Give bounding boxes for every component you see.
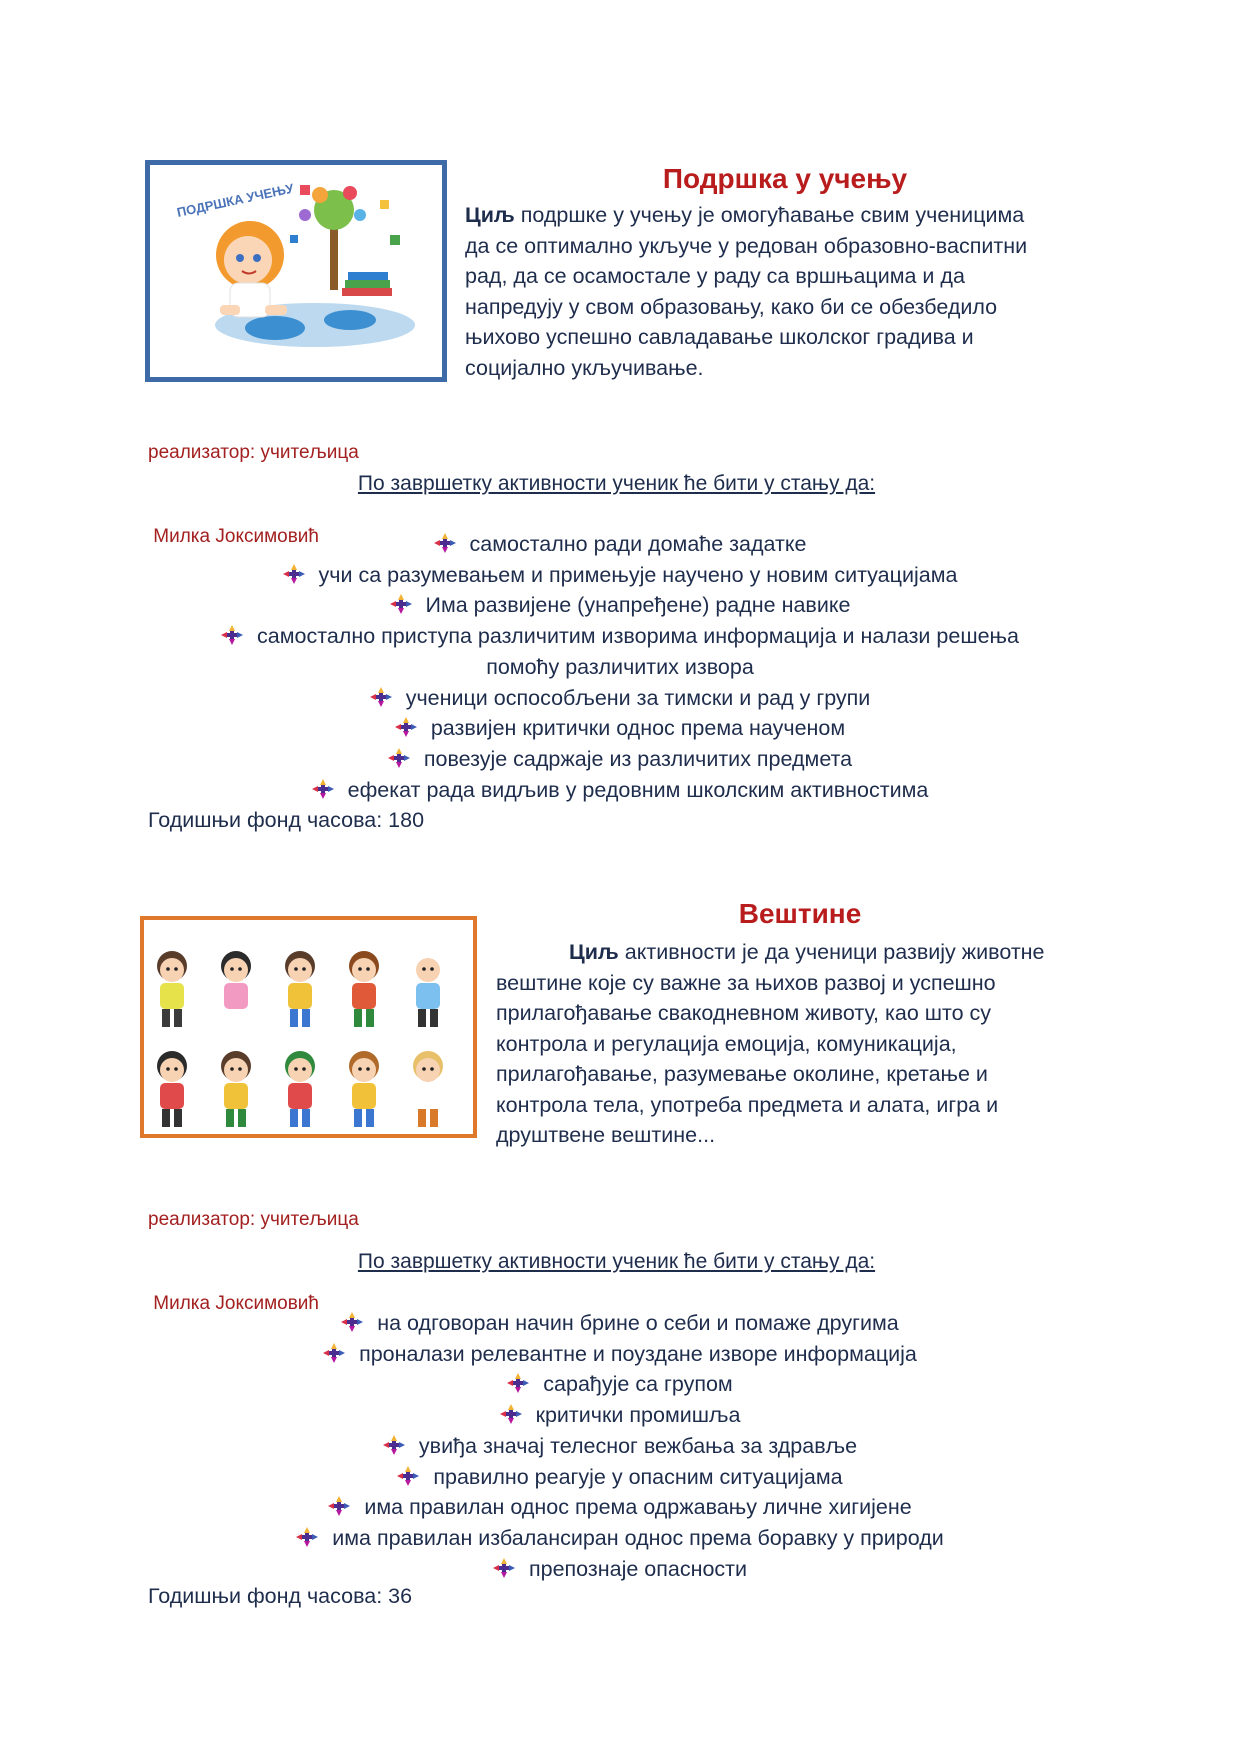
arrow-bullet-icon [370,685,392,705]
list-item: ефекат рада видљив у редовним школским активностима [150,775,1090,806]
child-figure [413,1051,443,1127]
goal-line: да се оптимално укључе у редован образовно-васпитни [465,233,1028,258]
list-item: увиђа значај телесног вежбања за здравље [150,1431,1090,1462]
arrow-bullet-icon [296,1525,318,1545]
children-activities-illustration [144,920,473,1134]
arrow-bullet-icon [395,715,417,735]
section2-title: Вештине [738,898,862,929]
arrow-bullet-icon [312,777,334,797]
list-item-continuation: помоћу различитих извора [486,654,754,679]
goal-line: друштвене вештине... [496,1123,716,1147]
arrow-bullet-icon [323,1341,345,1361]
list-item: има правилан однос према одржавању личне хигијене [150,1492,1090,1523]
arrow-bullet-icon [388,746,410,766]
list-item: ученици оспособљени за тимски и рад у групи [150,683,1090,714]
list-item: повезује садржаје из различитих предмета [150,744,1090,775]
goal-lead: Циљ [569,940,619,964]
child-figure [157,951,187,1027]
goal-line: њихово успешно савладавање школског градива и [465,325,974,349]
list-item: Има развијене (унапређене) радне навике [150,590,1090,621]
support-learning-illustration [145,160,447,382]
section2-outcomes-list [150,1308,1090,1584]
section2-annual-hours: Годишњи фонд часова: 36 [148,1584,413,1608]
goal-line: контрола и регулација емоција, комуникација, [496,1031,957,1056]
arrow-bullet-icon [507,1371,529,1391]
list-item: сарађује са групом [150,1369,1090,1400]
arrow-bullet-icon [221,623,243,643]
author-role: реализатор: учитељица [148,442,359,463]
list-item: самостално приступа различитим изворима информација и налази решења [150,621,1090,652]
child-figure [157,1051,187,1127]
section1-outcomes-list [150,529,1090,805]
section1-outcomes-heading: По завршетку активности ученик ће бити у стању да: [357,472,876,495]
goal-line: социјално укључивање. [465,355,704,380]
section1-goal-paragraph [465,200,1085,383]
section2-goal-paragraph [496,937,1096,1151]
arrow-bullet-icon [328,1494,350,1514]
child-figure [349,951,379,1027]
goal-line: контрола тела, употреба предмета и алата, игра и [496,1092,999,1117]
list-item: развијен критички однос према наученом [150,713,1090,744]
list-item: учи са разумевањем и примењује научено у новим ситуацијама [150,560,1090,591]
arrow-bullet-icon [383,1433,405,1453]
arrow-bullet-icon [434,531,456,551]
arrow-bullet-icon [493,1556,515,1576]
goal-line: прилагођавање, разумевање околине, кретање и [496,1062,988,1086]
goal-line: прилагођавање свакодневном животу, као што су [496,1001,992,1025]
author-role: реализатор: учитељица [148,1209,359,1230]
arrow-bullet-icon [341,1310,363,1330]
arrow-bullet-icon [500,1402,522,1422]
goal-line: напредују у свом образовању, како би се обезбедило [465,294,998,319]
list-item: проналази релевантне и поуздане изворе информација [150,1339,1090,1370]
skills-illustration [140,916,477,1138]
list-item: правилно реагује у опасним ситуацијама [150,1462,1090,1493]
arrow-bullet-icon [390,592,412,612]
author-name: Милка Јоксимовић [148,1293,319,1314]
child-figure [413,951,443,1027]
goal-line: рад, да се осамостале у раду са вршњацима и да [465,264,965,288]
list-item: има правилан избалансиран однос према боравку у природи [150,1523,1090,1554]
author-name: Милка Јоксимовић [148,526,319,547]
arrow-bullet-icon [283,562,305,582]
list-item: на одговоран начин брине о себи и помаже другима [150,1308,1090,1339]
child-figure [285,951,315,1027]
list-item: препознаје опасности [150,1554,1090,1585]
list-item: критички промишља [150,1400,1090,1431]
girl-studying-illustration [150,165,442,377]
child-figure [349,1051,379,1127]
arrow-bullet-icon [397,1464,419,1484]
goal-lead: Циљ [465,203,515,227]
goal-line: вештине које су важне за њихов развој и успешно [496,970,996,995]
section1-title: Подршка у учењу [662,163,908,194]
goal-line: активности је да ученици развију животне [618,940,1045,964]
child-figure [285,1051,315,1127]
list-item: самостално ради домаће задатке [150,529,1090,560]
section1-annual-hours: Годишњи фонд часова: 180 [148,808,425,832]
child-figure [221,951,251,1027]
section2-outcomes-heading: По завршетку активности ученик ће бити у стању да: [357,1250,876,1273]
illustration-title: ПОДРШКА УЧЕЊУ [175,180,296,220]
child-figure [221,1051,251,1127]
goal-line: подршке у учењу је омогућавање свим ученицима [514,203,1025,227]
